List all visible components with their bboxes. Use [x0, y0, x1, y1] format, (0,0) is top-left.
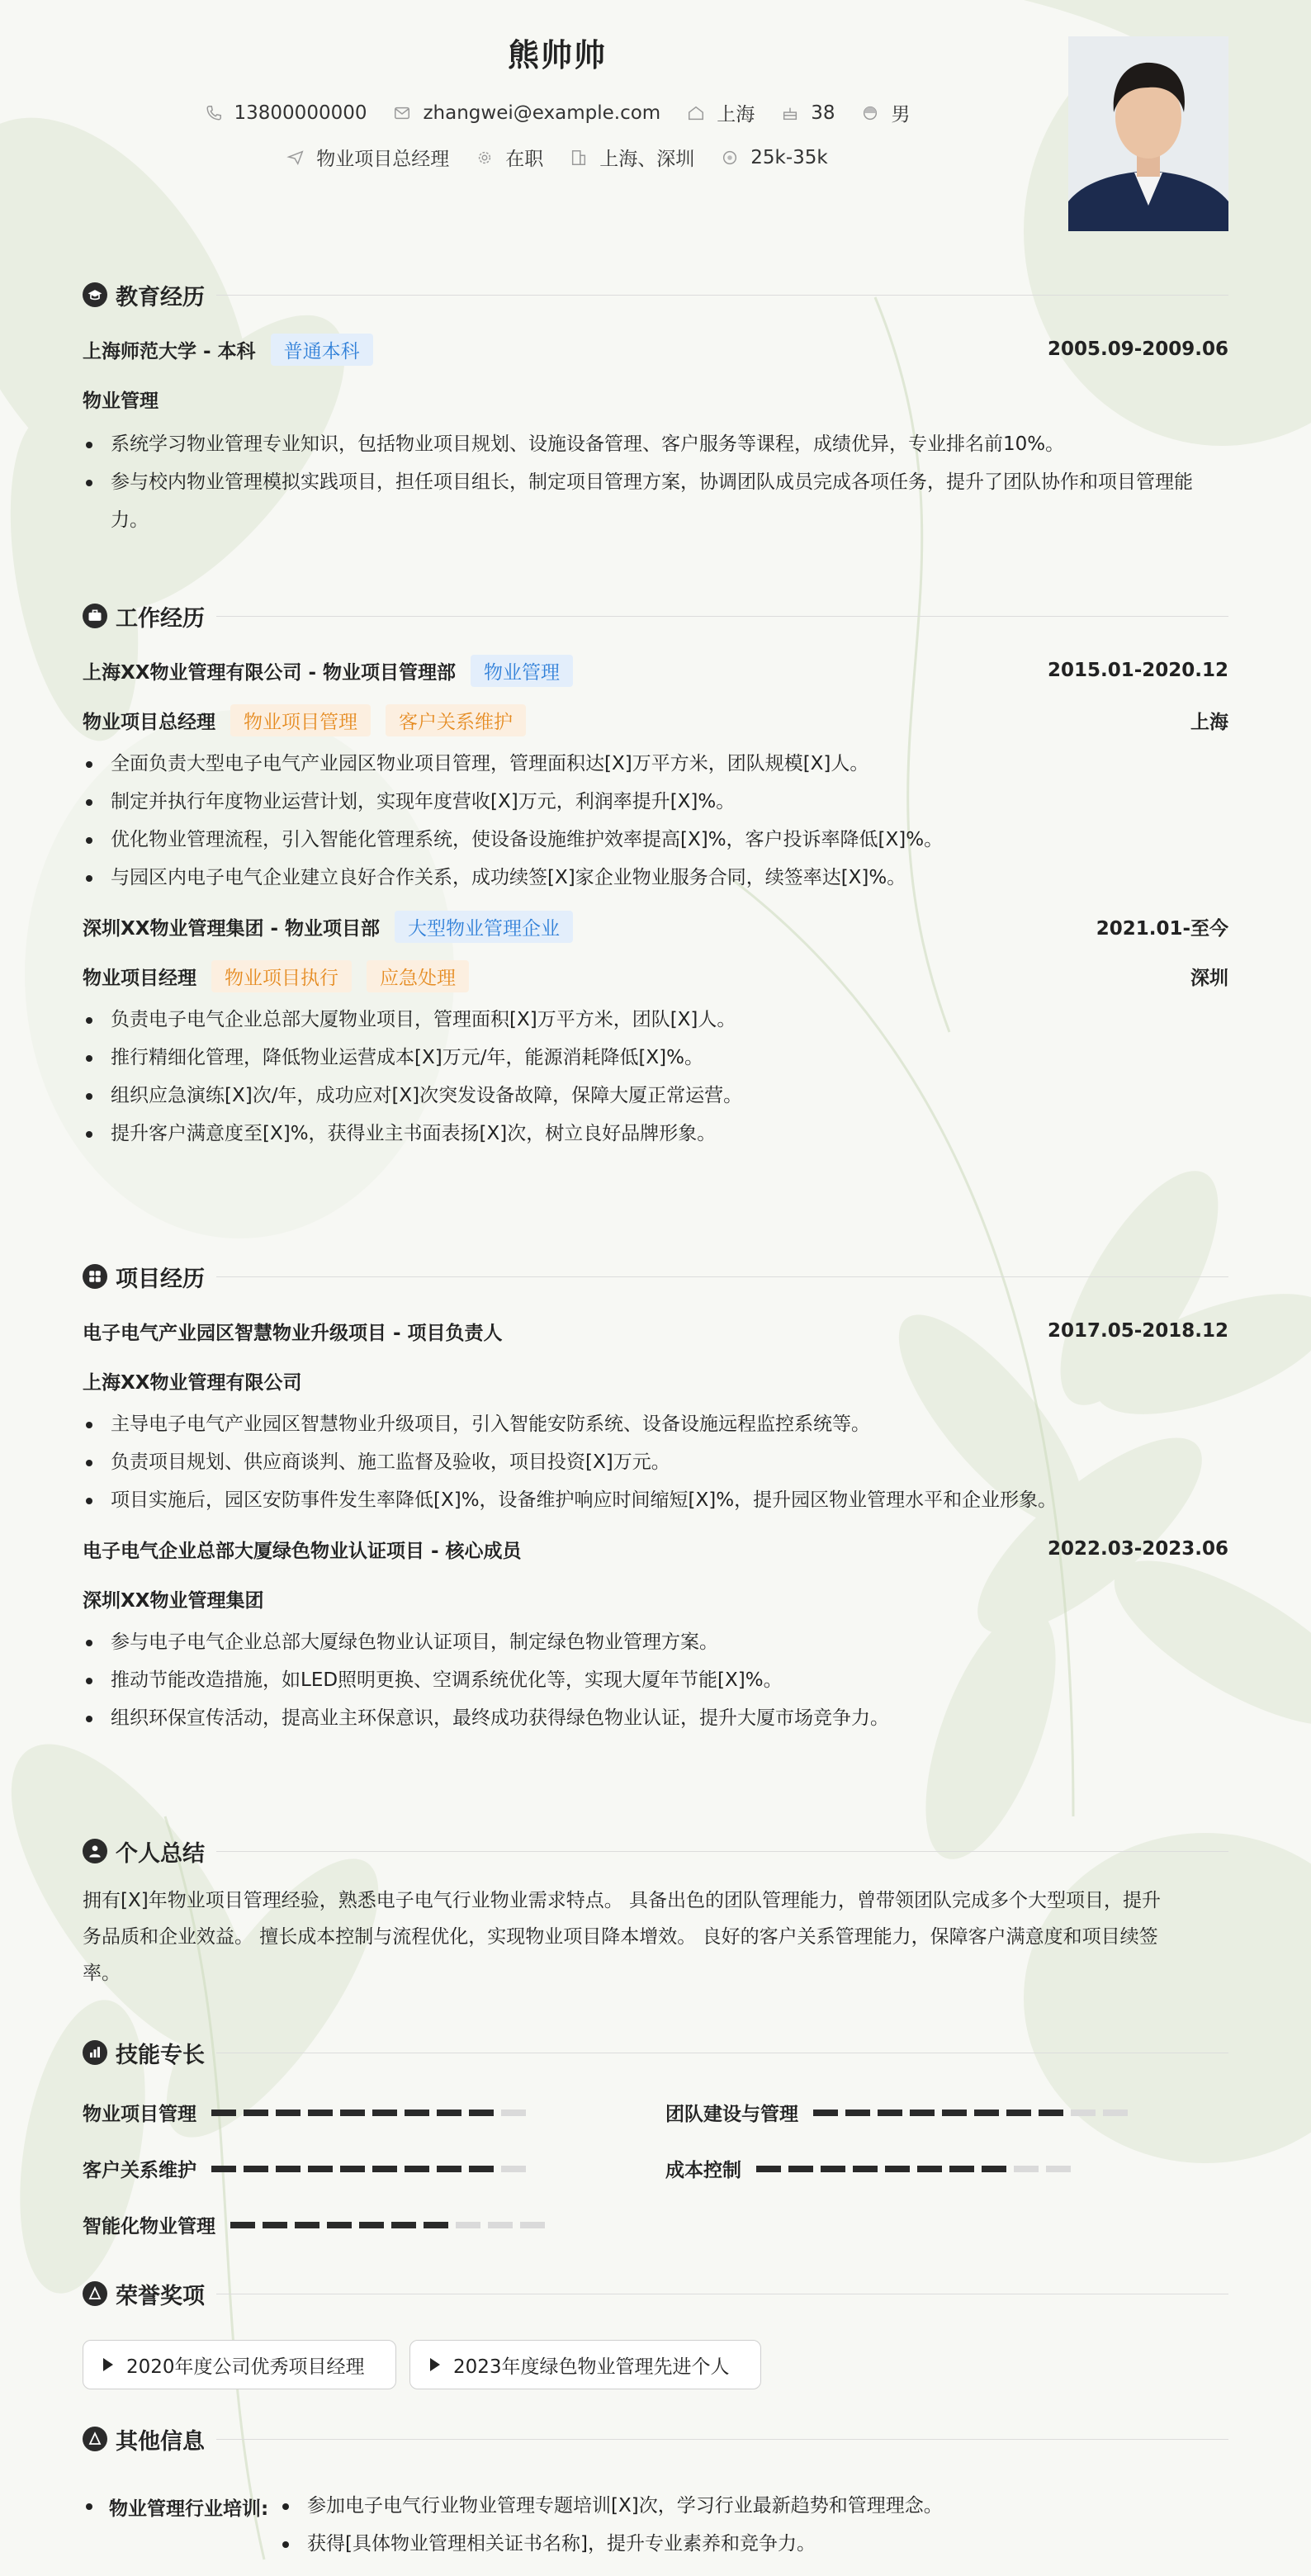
project-org: 上海XX物业管理有限公司 [83, 1371, 302, 1394]
list-item: 全面负责大型电子电气产业园区物业项目管理，管理面积达[X]万平方米，团队规模[X]人。 [83, 745, 1228, 783]
school-name: 上海师范大学 - 本科 [83, 340, 256, 362]
list-item: 负责电子电气企业总部大厦物业项目，管理面积[X]万平方米，团队[X]人。 [83, 1001, 1228, 1039]
skill-level-segment [982, 2166, 1006, 2172]
list-item: 提升客户满意度至[X]%，获得业主书面表扬[X]次，树立良好品牌形象。 [83, 1115, 1228, 1153]
skill-level-segment [910, 2110, 935, 2116]
skill-tag: 客户关系维护 [386, 704, 526, 736]
honor-text: 2023年度绿色物业管理先进个人 [453, 2356, 730, 2378]
industry-tag: 物业管理 [471, 655, 573, 687]
project-entry [83, 1314, 1228, 1519]
job-location: 深圳 [1190, 967, 1228, 989]
skill-level-segment [813, 2110, 838, 2116]
job-bullets [83, 1001, 1228, 1153]
other-bullets [279, 2487, 1228, 2563]
skill-level-segment [340, 2166, 365, 2172]
skill-level-segment [456, 2222, 480, 2228]
info-icon [83, 2427, 107, 2451]
list-item: 负责项目规划、供应商谈判、施工监督及验收，项目投资[X]万元。 [83, 1443, 1228, 1481]
skill-level-segment [520, 2222, 545, 2228]
skill-level-segment [853, 2166, 878, 2172]
section-divider [216, 1276, 1228, 1277]
skill-level-segment [469, 2166, 494, 2172]
skill-level-segment [211, 2166, 236, 2172]
skill-level-bar [230, 2222, 552, 2228]
contact-row [0, 99, 1115, 126]
education-header [83, 278, 1228, 311]
skill-level-segment [878, 2110, 902, 2116]
skill-level-segment [391, 2222, 416, 2228]
skill-level-segment [405, 2166, 429, 2172]
project-org-row [83, 1582, 1228, 1615]
list-item: 获得[具体物业管理相关证书名称]，提升专业素养和竞争力。 [279, 2525, 1228, 2563]
education-title: 教育经历 [116, 284, 205, 310]
target-city-text: 上海、深圳 [599, 149, 695, 170]
skill-level-segment [276, 2110, 301, 2116]
job-bullets [83, 745, 1228, 897]
projects-title: 项目经历 [116, 1266, 205, 1292]
skill-level-segment [372, 2110, 397, 2116]
skill-level-segment [501, 2110, 526, 2116]
target-city-item [570, 144, 694, 171]
honors-header [83, 2277, 1228, 2310]
other-section [83, 2422, 1228, 2455]
skill-item [83, 2211, 552, 2238]
project-header [83, 1314, 1228, 1347]
status-text: 在职 [505, 149, 544, 170]
job-role-row [83, 959, 1228, 992]
section-divider [216, 616, 1228, 617]
education-major-row [83, 382, 1228, 415]
skill-level-segment [1039, 2110, 1063, 2116]
job-entry [83, 910, 1228, 1153]
skill-level-segment [469, 2110, 494, 2116]
summary-line: 拥有[X]年物业项目管理经验，熟悉电子电气行业物业需求特点。 具备出色的团队管理能力，曾带领团队完成多个大型项目，提升 [83, 1890, 1162, 1911]
list-item: 优化物业管理流程，引入智能化管理系统，使设备设施维护效率提高[X]%，客户投诉率降低[X]%。 [83, 821, 1228, 859]
skill-level-segment [327, 2222, 352, 2228]
skill-level-segment [276, 2166, 301, 2172]
gear-icon [476, 149, 494, 167]
skill-level-segment [1006, 2110, 1031, 2116]
age-text: 38 [811, 102, 835, 124]
other-label: 物业管理行业培训: [109, 2498, 269, 2520]
major-name: 物业管理 [83, 390, 159, 412]
skill-level-segment [308, 2110, 333, 2116]
list-item: 参与校内物业管理模拟实践项目，担任项目组长，制定项目管理方案，协调团队成员完成各项任务，提升了团队协作和项目管理能力。 [83, 463, 1228, 539]
skill-level-segment [244, 2166, 268, 2172]
skill-item [83, 2099, 533, 2126]
degree-tag: 普通本科 [271, 334, 373, 366]
gender-item [861, 99, 910, 126]
salary-item [721, 147, 827, 168]
honor-badge [409, 2340, 761, 2389]
skill-level-segment [845, 2110, 870, 2116]
skill-level-segment [488, 2222, 513, 2228]
skill-level-segment [437, 2110, 461, 2116]
skill-name: 客户关系维护 [83, 2160, 196, 2181]
cake-icon [781, 104, 799, 122]
phone-icon [205, 104, 223, 122]
skill-level-segment [501, 2166, 526, 2172]
honor-badge [83, 2340, 396, 2389]
summary-header [83, 1835, 1228, 1868]
gender-icon [861, 104, 879, 122]
summary-text [83, 1882, 1228, 1991]
home-icon [687, 104, 705, 122]
list-item: 系统学习物业管理专业知识，包括物业项目规划、设施设备管理、客户服务等课程，成绩优异，专业排名前10%。 [83, 425, 1228, 463]
mail-icon [393, 104, 411, 122]
section-divider [216, 295, 1228, 296]
skill-level-segment [942, 2110, 967, 2116]
skill-level-segment [244, 2110, 268, 2116]
project-org-row [83, 1364, 1228, 1397]
industry-tag: 大型物业管理企业 [395, 911, 573, 943]
honor-text: 2020年度公司优秀项目经理 [126, 2356, 365, 2378]
list-item: 主导电子电气产业园区智慧物业升级项目，引入智能安防系统、设备设施远程监控系统等。 [83, 1405, 1228, 1443]
skill-level-segment [1103, 2110, 1128, 2116]
skill-level-segment [211, 2110, 236, 2116]
skill-name: 物业项目管理 [83, 2104, 196, 2125]
list-item: 参加电子电气行业物业管理专题培训[X]次，学习行业最新趋势和管理理念。 [279, 2487, 1228, 2525]
briefcase-icon [83, 604, 107, 628]
skill-name: 团队建设与管理 [665, 2104, 798, 2125]
skill-level-segment [308, 2166, 333, 2172]
summary-section [83, 1835, 1228, 1991]
skill-level-segment [263, 2222, 287, 2228]
job-role: 物业项目总经理 [83, 711, 215, 733]
section-divider [216, 1851, 1228, 1852]
skill-level-segment [1046, 2166, 1071, 2172]
age-item [781, 102, 835, 124]
skill-name: 成本控制 [665, 2160, 741, 2181]
send-icon [286, 149, 305, 167]
salary-text: 25k-35k [750, 146, 828, 168]
user-icon [83, 1839, 107, 1863]
job-period: 2021.01-至今 [1096, 917, 1228, 940]
graduation-cap-icon [83, 282, 107, 307]
status-item [476, 144, 543, 171]
avatar [1068, 36, 1228, 231]
email-text: zhangwei@example.com [423, 102, 661, 124]
job-role: 物业项目经理 [83, 967, 196, 989]
skill-level-segment [1071, 2110, 1096, 2116]
list-item: 组织环保宣传活动，提高业主环保意识，最终成功获得绿色物业认证，提升大厦市场竞争力。 [83, 1699, 1228, 1737]
list-item: 制定并执行年度物业运营计划，实现年度营收[X]万元，利润率提升[X]%。 [83, 783, 1228, 821]
project-bullets [83, 1623, 1228, 1737]
skill-tag: 物业项目管理 [230, 704, 371, 736]
position-text: 物业项目总经理 [316, 149, 450, 170]
company-name: 深圳XX物业管理集团 - 物业项目部 [83, 917, 381, 940]
list-item: 参与电子电气企业总部大厦绿色物业认证项目，制定绿色物业管理方案。 [83, 1623, 1228, 1661]
money-icon [721, 149, 739, 167]
skill-tag: 物业项目执行 [211, 960, 352, 992]
skill-level-segment [424, 2222, 448, 2228]
email-item [393, 102, 660, 124]
project-entry [83, 1532, 1228, 1737]
skill-name: 智能化物业管理 [83, 2216, 215, 2237]
skill-level-bar [211, 2110, 533, 2116]
education-bullets [83, 425, 1228, 539]
job-header [83, 910, 1228, 943]
award-icon [83, 2281, 107, 2306]
city-item [687, 99, 755, 126]
education-period: 2005.09-2009.06 [1047, 339, 1228, 360]
list-item: 组织应急演练[X]次/年，成功应对[X]次突发设备故障，保障大厦正常运营。 [83, 1077, 1228, 1115]
play-icon [430, 2358, 440, 2371]
summary-line: 率。 [83, 1963, 121, 1984]
honors-section [83, 2277, 1228, 2310]
other-header [83, 2422, 1228, 2455]
project-period: 2017.05-2018.12 [1047, 1320, 1228, 1342]
company-name: 上海XX物业管理有限公司 - 物业项目管理部 [83, 661, 457, 684]
skill-level-segment [949, 2166, 974, 2172]
skill-level-segment [230, 2222, 255, 2228]
skill-level-segment [821, 2166, 845, 2172]
project-period: 2022.03-2023.06 [1047, 1538, 1228, 1560]
skills-header [83, 2036, 1228, 2069]
skill-level-segment [1014, 2166, 1039, 2172]
skill-level-segment [974, 2110, 999, 2116]
section-divider [216, 2439, 1228, 2440]
list-item: 与园区内电子电气企业建立良好合作关系，成功续签[X]家企业物业服务合同，续签率达[X]%。 [83, 859, 1228, 897]
work-title: 工作经历 [116, 605, 205, 632]
skill-tag: 应急处理 [367, 960, 469, 992]
skill-level-segment [295, 2222, 319, 2228]
skill-level-segment [405, 2110, 429, 2116]
phone-text: 13800000000 [234, 102, 367, 124]
job-role-row [83, 703, 1228, 736]
job-entry [83, 654, 1228, 897]
skill-level-segment [437, 2166, 461, 2172]
skill-level-segment [359, 2222, 384, 2228]
job-location: 上海 [1190, 711, 1228, 733]
gender-text: 男 [891, 104, 911, 125]
skill-level-segment [917, 2166, 942, 2172]
skills-title: 技能专长 [116, 2042, 205, 2068]
phone-item [205, 102, 367, 124]
skill-level-bar [211, 2166, 533, 2172]
job-period: 2015.01-2020.12 [1047, 660, 1228, 681]
skill-level-segment [788, 2166, 813, 2172]
honors-title: 荣誉奖项 [116, 2283, 205, 2309]
projects-section [83, 1260, 1228, 1737]
skill-level-bar [756, 2166, 1078, 2172]
skill-level-segment [756, 2166, 781, 2172]
play-icon [103, 2358, 113, 2371]
work-section [83, 599, 1228, 1153]
education-entry-header [83, 333, 1228, 366]
skill-item [665, 2155, 1078, 2182]
grid-icon [83, 1264, 107, 1289]
summary-title: 个人总结 [116, 1840, 205, 1867]
skill-level-segment [372, 2166, 397, 2172]
work-header [83, 599, 1228, 632]
project-name: 电子电气企业总部大厦绿色物业认证项目 - 核心成员 [83, 1540, 522, 1562]
projects-header [83, 1260, 1228, 1293]
list-item: 推行精细化管理，降低物业运营成本[X]万元/年，能源消耗降低[X]%。 [83, 1039, 1228, 1077]
project-bullets [83, 1405, 1228, 1519]
project-header [83, 1532, 1228, 1565]
skills-section [83, 2036, 1228, 2069]
skill-level-segment [340, 2110, 365, 2116]
project-name: 电子电气产业园区智慧物业升级项目 - 项目负责人 [83, 1322, 503, 1344]
chart-icon [83, 2040, 107, 2065]
skill-level-bar [813, 2110, 1135, 2116]
skill-item [665, 2099, 1135, 2126]
skill-item [83, 2155, 533, 2182]
skill-level-segment [885, 2166, 910, 2172]
list-bullet [83, 2487, 94, 2525]
building-icon [570, 149, 588, 167]
job-intent-row [0, 144, 1115, 171]
city-text: 上海 [717, 104, 755, 125]
candidate-name: 熊帅帅 [507, 37, 607, 73]
job-header [83, 654, 1228, 687]
list-item: 项目实施后，园区安防事件发生率降低[X]%，设备维护响应时间缩短[X]%，提升园区物业管理水平和企业形象。 [83, 1481, 1228, 1519]
project-org: 深圳XX物业管理集团 [83, 1589, 264, 1612]
education-section [83, 278, 1228, 539]
summary-line: 务品质和企业效益。 擅长成本控制与流程优化，实现物业项目降本增效。 良好的客户关系管理能力，保障客户满意度和项目续签 [83, 1926, 1158, 1948]
other-title: 其他信息 [116, 2428, 205, 2455]
list-item: 推动节能改造措施，如LED照明更换、空调系统优化等，实现大厦年节能[X]%。 [83, 1661, 1228, 1699]
position-item [286, 144, 449, 171]
